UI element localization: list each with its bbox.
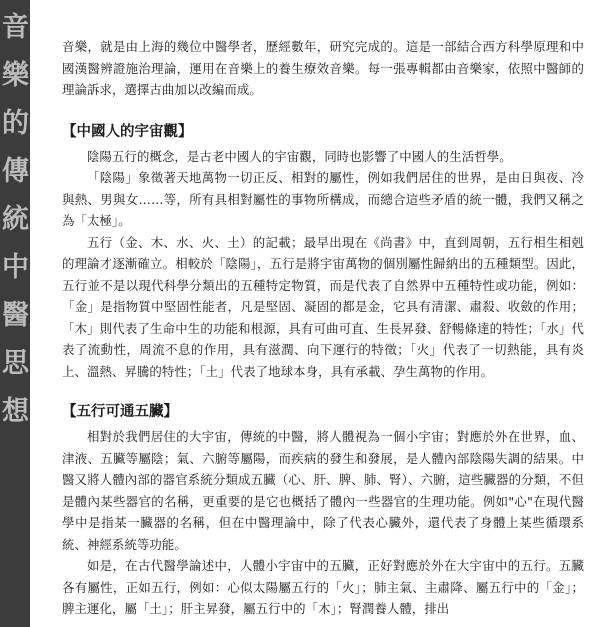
vertical-chapter-title: 音樂的傳統中醫思想 <box>2 12 29 427</box>
paragraph: 「陰陽」象徵著天地萬物一切正反、相對的屬性，例如我們居住的世界，是由日與夜、冷與熱、男與女……等，所有具相對屬性的事物所構成，而總合這些矛盾的統一體，我們又稱之為「太極」。 <box>62 170 584 228</box>
intro-paragraph: 音樂，就是由上海的幾位中醫學者，歷經數年，研究完成的。這是一部結合西方科學原理和中國漢醫辨證施治理論，運用在音樂上的養生療效音樂。每一張專輯都由音樂家，依照中醫師的理論訴求，選擇古曲加以改編而成。 <box>62 39 584 97</box>
paragraph: 陰陽五行的概念，是古老中國人的宇宙觀，同時也影響了中國人的生活哲學。 <box>87 148 512 164</box>
article-body <box>62 36 584 620</box>
section-heading-cosmology: 【中國人的宇宙觀】 <box>62 123 193 140</box>
decorative-side-strip <box>0 0 30 627</box>
paragraph: 五行（金、木、水、火、土）的記載；最早出現在《尚書》中，直到周朝，五行相生相剋的理論才逐漸確立。相較於「陰陽」，五行是將宇宙萬物的個別屬性歸納出的五種類型。因此，五行並不是以現代科學分類出的五種特定物質，而是代表了自然界中五種特性或功能，例如：「金」是指物質中堅固性能者，凡是堅固、凝固的都是金，它具有清潔、肅殺、收斂的作用；「木」則代表了生命中生的功能和根源，具有可曲可直、生長昇發、舒暢條達的特性；「水」代表了流動性，周流不息的作用，具有滋潤、向下運行的特徵；「火」代表了一切熱能，具有炎上、溫熱、昇騰的特性；「土」代表了地球本身，具有承載、孕生萬物的作用。 <box>62 234 584 379</box>
paragraph: 相對於我們居住的大宇宙，傳統的中醫，將人體視為一個小宇宙；對應於外在世界，血、津液、五臟等屬陰；氣、六腑等屬陽，而疾病的發生和發展，是人體內部陰陽失調的結果。中醫又將人體內部的器官系統分類成五臟（心、肝、脾、肺、腎）、六腑，這些臟器的分類，不但是體內某些器官的名稱，更重要的是它也概括了體內一些器官的生理功能。例如"心"在現代醫學中是指某一臟器的名稱，但在中醫理論中，除了代表心臟外，還代表了身體上某些循環系統、神經系統等功能。 <box>62 429 584 552</box>
paragraph: 如是，在古代醫學論述中，人體小宇宙中的五臟，正好對應於外在大宇宙中的五行。五臟各有屬性，正如五行，例如：心似太陽屬五行的「火」；肺主氣、主肅降、屬五行中的「金」；脾主運化，屬「土」；肝主昇發，屬五行中的「木」；腎潤養人體，排出 <box>62 558 584 616</box>
section-heading-five-elements: 【五行可通五臟】 <box>62 404 178 420</box>
